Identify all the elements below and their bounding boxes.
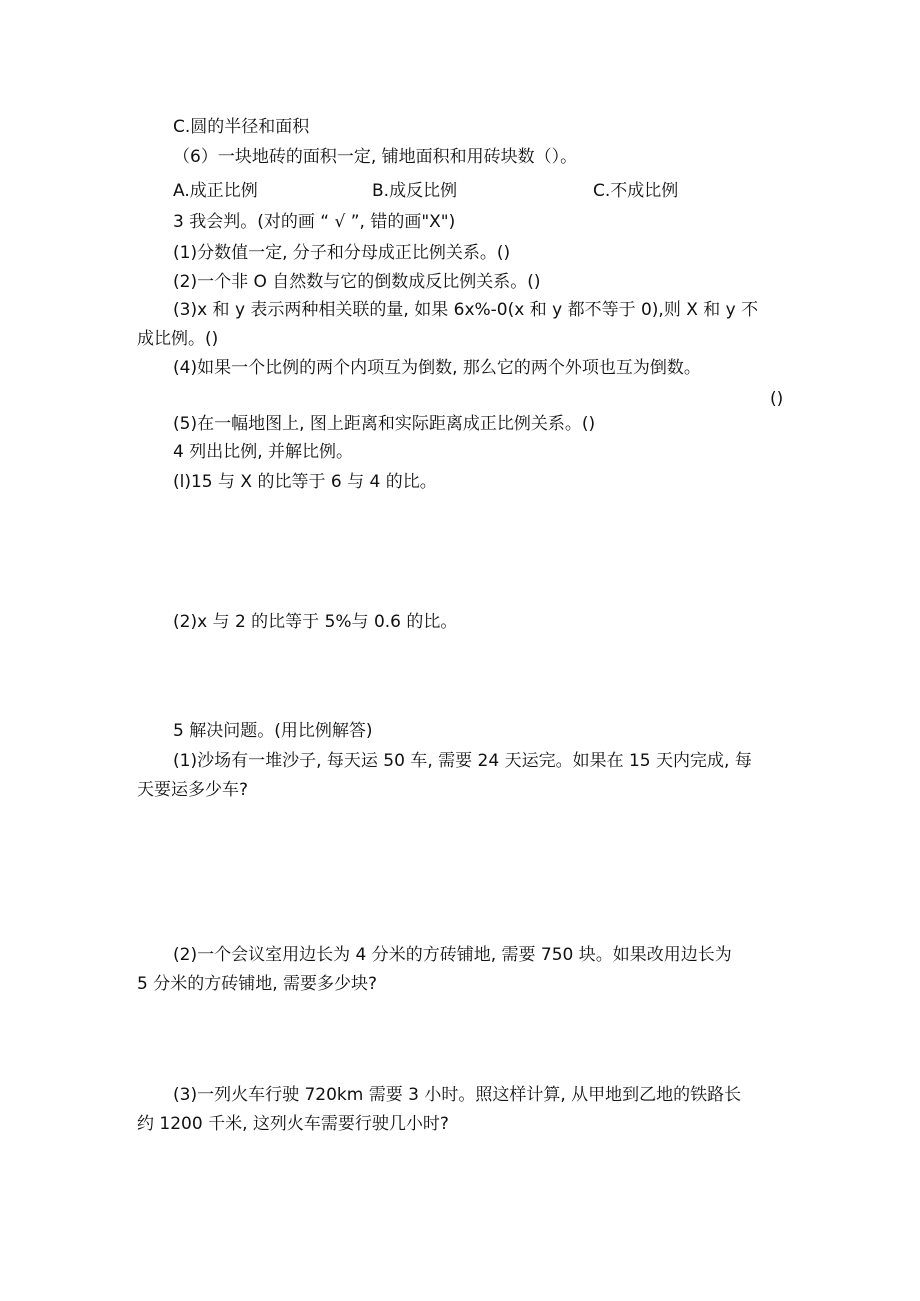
option-c: C.不成比例 bbox=[593, 181, 679, 201]
judge-item-5: (5)在一幅地图上, 图上距离和实际距离成正比例关系。() bbox=[173, 414, 596, 434]
judge-item-4-blank: () bbox=[770, 389, 784, 409]
judge-item-3-line-1: (3)x 和 y 表示两种相关联的量, 如果 6x%-0(x 和 y 都不等于 0),则 X 和 y 不 bbox=[173, 300, 759, 320]
problem-1-line-1: (1)沙场有一堆沙子, 每天运 50 车, 需要 24 天运完。如果在 15 天内完成, 每 bbox=[173, 751, 752, 771]
option-b: B.成反比例 bbox=[372, 181, 458, 201]
section-5-heading: 5 解决问题。(用比例解答) bbox=[173, 721, 373, 741]
problem-3-line-2: 约 1200 千米, 这列火车需要行驶几小时? bbox=[137, 1114, 449, 1134]
option-a: A.成正比例 bbox=[173, 181, 258, 201]
option-c-radius-area: C.圆的半径和面积 bbox=[173, 117, 310, 137]
section-4-heading: 4 列出比例, 并解比例。 bbox=[173, 442, 354, 462]
judge-item-4: (4)如果一个比例的两个内项互为倒数, 那么它的两个外项也互为倒数。 bbox=[173, 358, 701, 378]
proportion-item-2: (2)x 与 2 的比等于 5%与 0.6 的比。 bbox=[173, 612, 458, 632]
section-3-heading: 3 我会判。(对的画 “ √ ”, 错的画"X") bbox=[173, 212, 456, 232]
judge-item-3-line-2: 成比例。() bbox=[137, 329, 219, 349]
problem-1-line-2: 天要运多少车? bbox=[137, 780, 249, 800]
problem-3-line-1: (3)一列火车行驶 720km 需要 3 小时。照这样计算, 从甲地到乙地的铁路长 bbox=[173, 1085, 742, 1105]
problem-2-line-1: (2)一个会议室用边长为 4 分米的方砖铺地, 需要 750 块。如果改用边长为 bbox=[173, 945, 732, 965]
question-6-stem: （6）一块地砖的面积一定, 铺地面积和用砖块数（）。 bbox=[173, 147, 578, 167]
proportion-item-1: (l)15 与 X 的比等于 6 与 4 的比。 bbox=[173, 472, 437, 492]
judge-item-1: (1)分数值一定, 分子和分母成正比例关系。() bbox=[173, 243, 511, 263]
judge-item-2: (2)一个非 O 自然数与它的倒数成反比例关系。() bbox=[173, 272, 541, 292]
problem-2-line-2: 5 分米的方砖铺地, 需要多少块? bbox=[137, 974, 378, 994]
